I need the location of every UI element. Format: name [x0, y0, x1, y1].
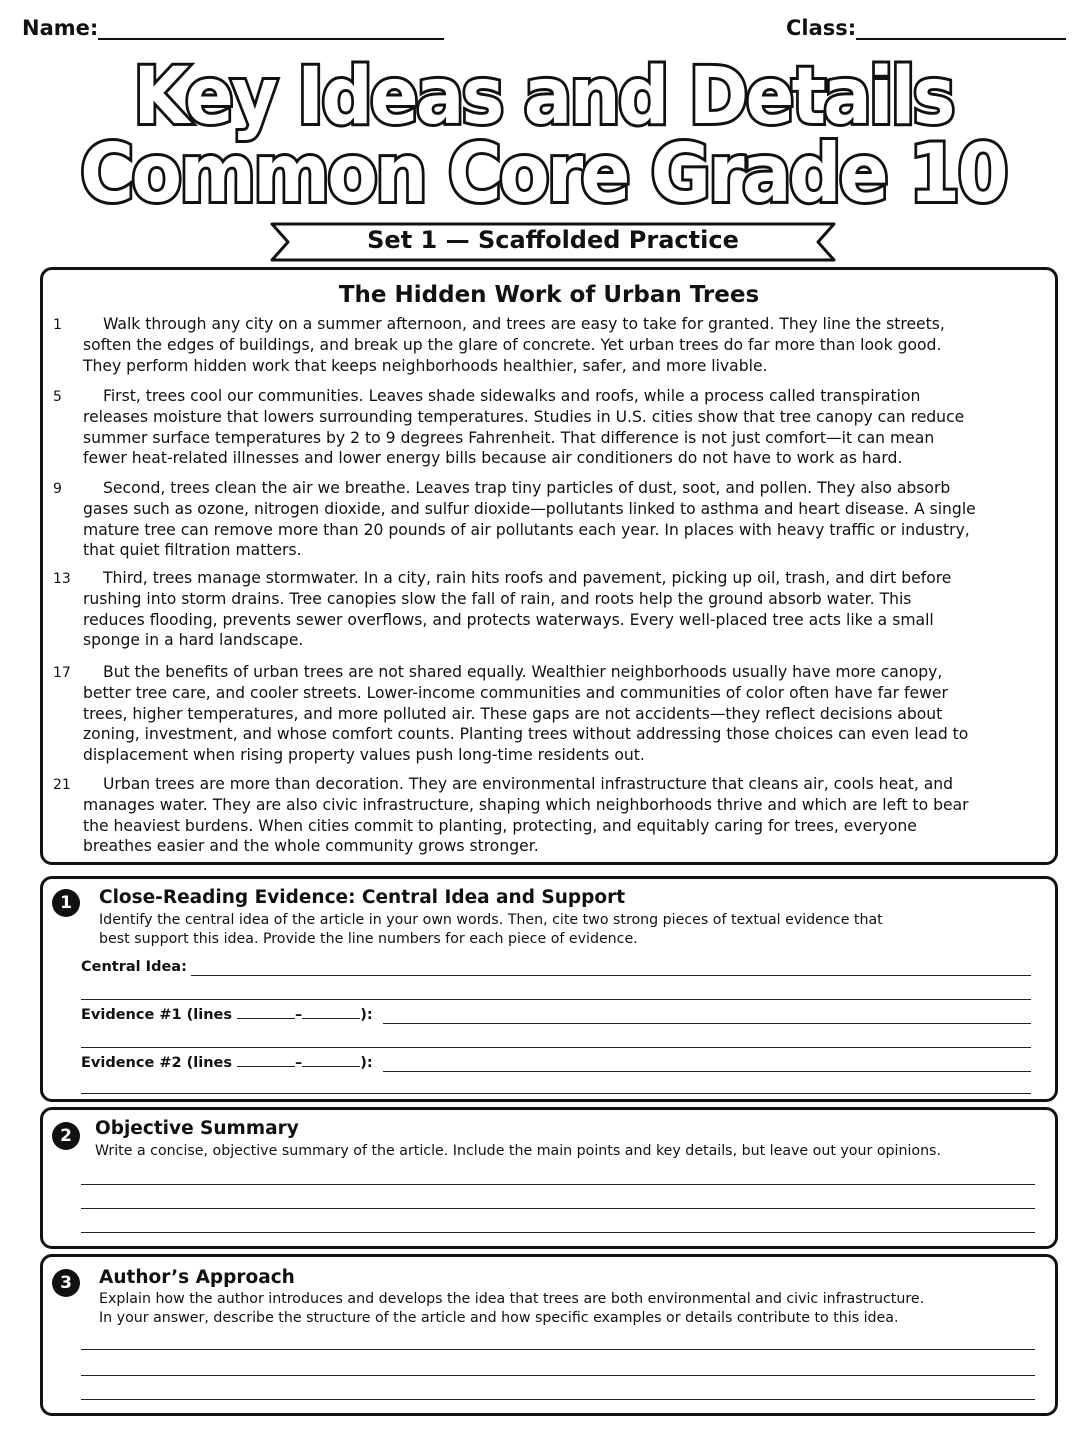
central-idea-label: Central Idea: — [81, 959, 187, 975]
paragraph-line: better tree care, and cooler streets. Lower-income communities and communities of color often have far fewer — [83, 683, 948, 702]
paragraph-line-text: First, trees cool our communities. Leaves shade sidewalks and roofs, while a process called transpiration — [103, 387, 921, 405]
line-number: 5 — [53, 389, 62, 405]
evidence-1-answer-line[interactable] — [383, 1023, 1031, 1024]
paragraph-line: displacement when rising property values push long-time residents out. — [83, 746, 645, 765]
question-1-instructions — [99, 911, 999, 949]
class-label: Class: — [786, 16, 857, 40]
evidence-2-answer-line[interactable] — [383, 1071, 1031, 1072]
evidence-1-label — [81, 1007, 373, 1023]
range-close: ): — [360, 1055, 373, 1071]
evidence-1-answer-line[interactable] — [81, 1047, 1031, 1048]
range-dash: – — [295, 1007, 303, 1023]
student-info-row — [20, 14, 1066, 46]
paragraph-line: sponge in a hard landscape. — [83, 631, 304, 650]
evidence-1-label-text: Evidence #1 (lines — [81, 1007, 232, 1023]
evidence-2-label — [81, 1055, 373, 1071]
line-number: 1 — [53, 317, 62, 333]
line-number: 21 — [53, 777, 71, 793]
paragraph-line — [83, 662, 1038, 683]
instruction-line: best support this idea. Provide the line numbers for each piece of evidence. — [99, 931, 638, 947]
paragraph-line-text: Urban trees are more than decoration. They are environmental infrastructure that cleans air, cools heat, and — [103, 775, 954, 793]
article-paragraph — [83, 662, 1038, 766]
range-dash: – — [295, 1055, 303, 1071]
line-number: 13 — [53, 571, 71, 587]
approach-answer-line[interactable] — [81, 1375, 1035, 1376]
name-label: Name: — [22, 16, 99, 40]
approach-answer-line[interactable] — [81, 1399, 1035, 1400]
question-1-panel — [40, 876, 1058, 1102]
reading-passage-panel — [40, 267, 1058, 865]
instruction-line: In your answer, describe the structure of the article and how specific examples or details contribute to this idea. — [99, 1310, 899, 1326]
paragraph-line: the heaviest burdens. When cities commit to planting, protecting, and equitably caring for trees, everyone — [83, 816, 917, 835]
article-title: The Hidden Work of Urban Trees — [338, 282, 760, 308]
question-2-number: 2 — [52, 1122, 80, 1150]
paragraph-line: breathes easier and the whole community grows stronger. — [83, 837, 539, 856]
approach-answer-line[interactable] — [81, 1349, 1035, 1350]
worksheet-title-line-1: Key Ideas and Details — [133, 52, 953, 142]
question-3-panel — [40, 1254, 1058, 1416]
question-3-title: Author’s Approach — [99, 1267, 295, 1288]
instruction-line: Identify the central idea of the article in your own words. Then, cite two strong pieces of textual evidence that — [99, 912, 883, 928]
instruction-line: Explain how the author introduces and develops the idea that trees are both environmental and civic infrastructure. — [99, 1291, 925, 1307]
paragraph-line: rushing into storm drains. Tree canopies slow the fall of rain, and roots help the ground absorb water. This — [83, 589, 912, 608]
evidence-2-end-line-field[interactable] — [302, 1066, 360, 1067]
paragraph-line: manages water. They are also civic infrastructure, shaping which neighborhoods thrive and which are left to bear — [83, 795, 969, 814]
paragraph-line: trees, higher temperatures, and more polluted air. These gaps are not accidents—they reflect decisions about — [83, 704, 943, 723]
question-2-title: Objective Summary — [95, 1118, 299, 1139]
paragraph-line: releases moisture that lowers surrounding temperatures. Studies in U.S. cities show that tree canopy can reduce — [83, 407, 965, 426]
paragraph-line: mature tree can remove more than 20 pounds of air pollutants each year. In places with heavy traffic or industry, — [83, 520, 970, 539]
question-3-number: 3 — [52, 1269, 80, 1297]
question-3-instructions — [99, 1290, 1039, 1328]
summary-answer-line[interactable] — [81, 1208, 1035, 1209]
evidence-2-start-line-field[interactable] — [237, 1066, 295, 1067]
paragraph-line: soften the edges of buildings, and break up the glare of concrete. Yet urban trees do far more than look good. — [83, 335, 942, 354]
paragraph-line: fewer heat-related illnesses and lower energy bills because air conditioners do not have to work as hard. — [83, 449, 903, 468]
paragraph-line-text: Second, trees clean the air we breathe. Leaves trap tiny particles of dust, soot, and pollen. They also absorb — [103, 479, 951, 497]
evidence-1-end-line-field[interactable] — [302, 1018, 360, 1019]
paragraph-line-text: But the benefits of urban trees are not shared equally. Wealthier neighborhoods usually have more canopy, — [103, 663, 943, 681]
central-idea-answer-line[interactable] — [81, 999, 1031, 1000]
range-close: ): — [360, 1007, 373, 1023]
paragraph-line: zoning, investment, and whose comfort counts. Planting trees without addressing those choices can even lead to — [83, 725, 969, 744]
question-1-number: 1 — [52, 889, 80, 917]
article-paragraph — [83, 568, 1038, 651]
evidence-2-label-text: Evidence #2 (lines — [81, 1055, 232, 1071]
article-paragraph — [83, 478, 1038, 561]
instruction-line: Write a concise, objective summary of the article. Include the main points and key details, but leave out your opinions. — [95, 1143, 941, 1159]
paragraph-line — [83, 774, 1038, 795]
summary-answer-line[interactable] — [81, 1184, 1035, 1185]
article-paragraph — [83, 774, 1038, 857]
summary-answer-line[interactable] — [81, 1232, 1035, 1233]
article-paragraph — [83, 386, 1038, 469]
paragraph-line: that quiet filtration matters. — [83, 541, 302, 560]
name-field[interactable] — [98, 38, 444, 40]
evidence-2-answer-line[interactable] — [81, 1093, 1031, 1094]
question-2-instructions — [95, 1142, 1045, 1161]
paragraph-line: gases such as ozone, nitrogen dioxide, and sulfur dioxide—pollutants linked to asthma and heart disease. A single — [83, 499, 976, 518]
evidence-1-start-line-field[interactable] — [237, 1018, 295, 1019]
line-number: 9 — [53, 481, 62, 497]
class-field[interactable] — [856, 38, 1066, 40]
set-banner — [270, 222, 836, 262]
question-2-panel — [40, 1107, 1058, 1249]
central-idea-answer-line[interactable] — [191, 975, 1031, 976]
banner-label: Set 1 — Scaffolded Practice — [367, 226, 739, 254]
paragraph-line: They perform hidden work that keeps neighborhoods healthier, safer, and more livable. — [83, 356, 768, 375]
paragraph-line: summer surface temperatures by 2 to 9 degrees Fahrenheit. That difference is not just comfort—it can mean — [83, 428, 935, 447]
paragraph-line: reduces flooding, prevents sewer overflows, and protects waterways. Every well-placed tree acts like a small — [83, 610, 934, 629]
paragraph-line-text: Third, trees manage stormwater. In a city, rain hits roofs and pavement, picking up oil, trash, and dirt before — [103, 569, 952, 587]
worksheet-title-line-2: Common Core Grade 10 — [80, 127, 1006, 220]
line-number: 17 — [53, 665, 71, 681]
article-paragraph — [83, 314, 1038, 376]
paragraph-line — [83, 568, 1038, 589]
paragraph-line — [83, 386, 1038, 407]
paragraph-line-text: Walk through any city on a summer afternoon, and trees are easy to take for granted. They line the streets, — [103, 315, 945, 333]
question-1-title: Close-Reading Evidence: Central Idea and Support — [99, 887, 626, 908]
paragraph-line — [83, 314, 1038, 335]
paragraph-line — [83, 478, 1038, 499]
